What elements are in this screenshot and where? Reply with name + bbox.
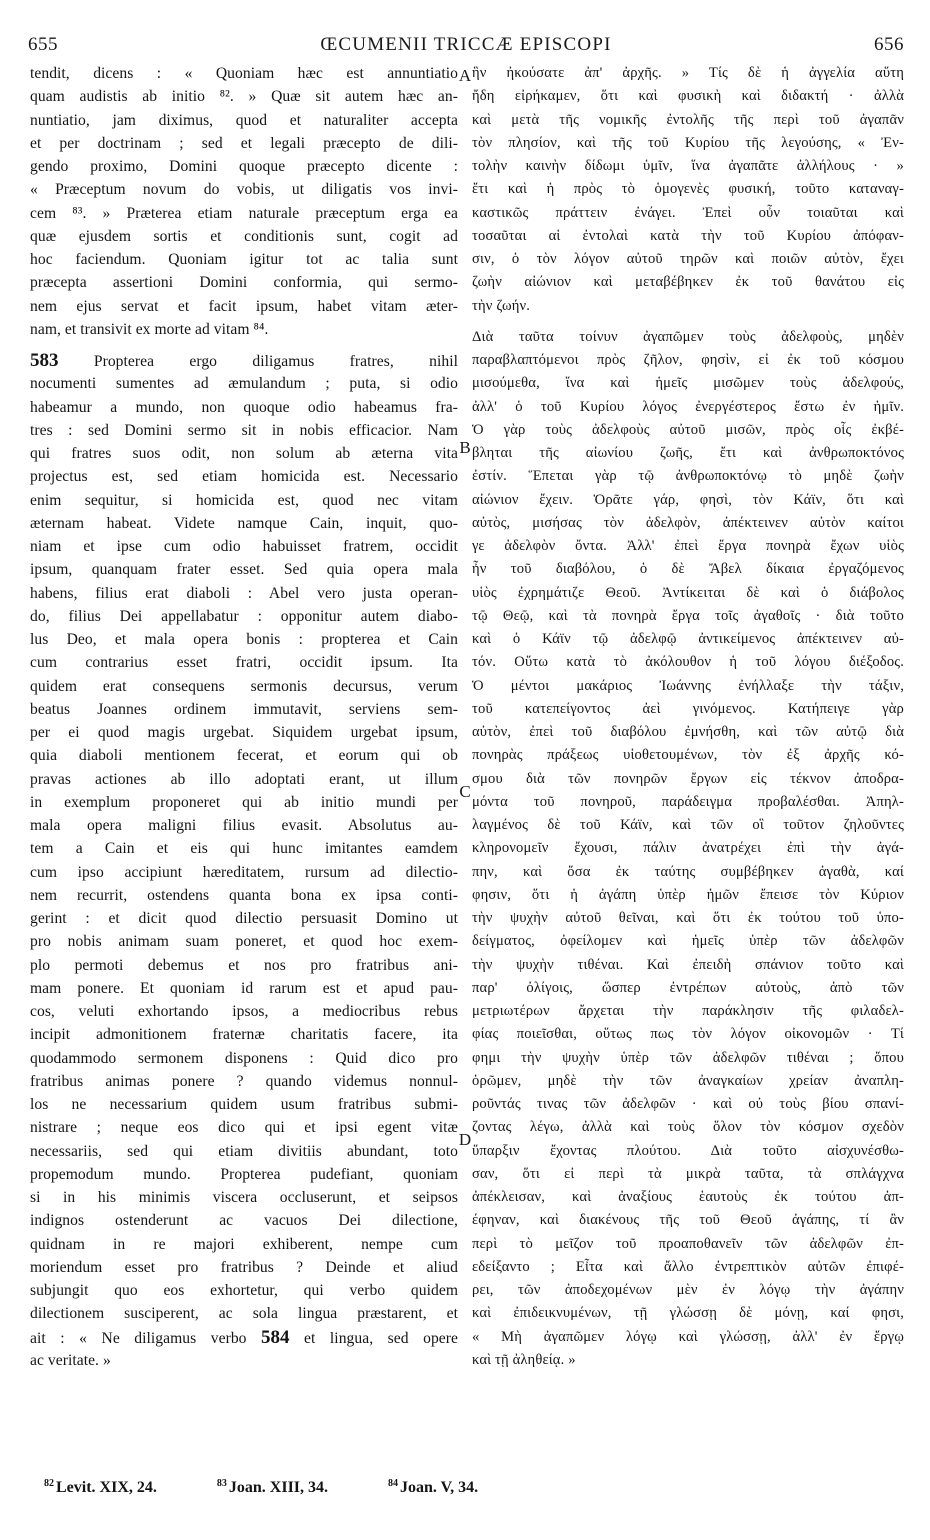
latin-text-line: Propterea ergo diligamus fratres, nihil	[58, 353, 458, 370]
greek-text-line: καστικῶς πράττειν ἐνάγει. Ἐπεὶ οὖν τοιαῦται καὶ	[472, 204, 904, 221]
greek-text-line: ἣν ἠκούσατε ἀπ' ἀρχῆς. » Τίς δὲ ἡ ἀγγελία αὕτη	[472, 65, 904, 81]
greek-text-line: λαγμένος δὲ τοῦ Κάϊν, καὶ τῶν οἳ τοῦτον ζηλοῦντες	[472, 817, 904, 833]
page-number-right: 656	[874, 34, 904, 55]
latin-text-line: dilectionem susciperent, ac sola lingua præstarent, et	[30, 1305, 458, 1323]
footnote-number: 83	[216, 1478, 227, 1489]
greek-text-line: ροῦντάς τινας τῶν ἀδελφῶν · καὶ οὐ τοὺς βίου σπανί-	[472, 1096, 904, 1112]
greek-text-line: ρει, τῶν ἀποδεχομένων μὲν ἐν λόγῳ τὴν ἀγάπην	[472, 1282, 904, 1298]
greek-text-line: παρ' ὀλίγοις, ὥσπερ ἐντρέπων αὐτοὺς, ἀπὸ τῶν	[472, 979, 904, 996]
latin-text-line: moriendum esset pro fratribus ? Deinde et aliud	[30, 1258, 458, 1276]
section-marker-c: C	[459, 782, 471, 801]
greek-text-line: σαν, ὅτι εἰ περὶ τὰ μικρὰ ταῦτα, τὰ σπλάγχνα	[472, 1165, 904, 1182]
latin-paragraph-1	[30, 62, 458, 341]
greek-text-line: « Μὴ ἀγαπῶμεν λόγῳ καὶ γλώσσῃ, ἀλλ' ἐν ἔργῳ	[472, 1328, 904, 1345]
greek-text-line: ἦν τοῦ διαβόλου, ὁ δὲ Ἄβελ δίκαια ἐργαζόμενος	[472, 561, 904, 578]
greek-text-line: βληται τῆς αἰωνίου ζωῆς, ἔτι καὶ ἀνθρωποκτόνος	[472, 445, 904, 461]
greek-paragraph-2	[472, 326, 904, 1372]
latin-text-fragment: ait : « Ne diligamus verbo	[30, 1329, 262, 1347]
greek-text-line: αὐτὸν, ἐπεὶ τοῦ διαβόλου ἐμνήσθη, καὶ τῶν αὐτῷ διὰ	[472, 724, 904, 740]
latin-text-line: pravas actiones ab illo adoptati erant, ut illum	[30, 770, 458, 788]
running-title: ŒCUMENII TRICCÆ EPISCOPI	[320, 34, 612, 55]
greek-text-line: ὕπαρξιν ἔχοντας πλούτου. Διὰ τοῦτο αἰσχυνέσθω-	[472, 1142, 904, 1159]
latin-text-line: lus Deo, et mala opera bonis : propterea et Cain	[30, 631, 458, 648]
latin-text-line: ipsum, quanquam frater esset. Sed quia opera mala	[30, 561, 458, 579]
latin-text-line: quæ ejusdem sortis et conditionis sunt, cogit ad	[30, 227, 458, 245]
footnote-number: 84	[388, 1478, 399, 1489]
greek-text-line: ἀλλ' ὁ τοῦ Κυρίου λόγος ἐνεργέστερος ἔστω ἐν ἡμῖν.	[472, 398, 904, 415]
greek-text-line: ἤδη εἰρήκαμεν, ὅτι καὶ φυσικὴ καὶ διδακτή · ἀλλὰ	[472, 88, 904, 105]
latin-text-line: propemodum mundo. Propterea pudefiant, quoniam	[30, 1165, 458, 1183]
footnote-text: Levit. XIX, 24.	[56, 1479, 157, 1497]
greek-text-line: σμου διὰ τῶν πονηρῶν ἔργων εἰς τέκνον ἀποδρα-	[472, 770, 904, 787]
section-marker-a: A	[458, 66, 472, 85]
greek-text-line: ἔτι καὶ ἡ πρὸς τὸ ὁμογενὲς φυσική, τοῦτο καταναγ-	[472, 181, 904, 198]
greek-text-line: περὶ τὸ μεῖζον τοῦ προαποθανεῖν τῶν ἀδελφῶν ἐπ-	[472, 1235, 904, 1252]
latin-paragraph-2-first-line	[30, 349, 458, 372]
latin-text-line: nem recurrit, ostendens quanta bona ex ipsa conti-	[30, 886, 458, 904]
latin-text-line: qui fratres suos odit, non solum ab æterna vita	[30, 445, 458, 462]
latin-text-line: necessariis, sed qui etiam divitiis abundant, toto	[30, 1142, 458, 1160]
greek-text-line: τὴν ψυχὴν τιθέναι. Καὶ ἐπειδὴ σπάνιον τοῦτο καὶ	[472, 956, 904, 973]
latin-text-line: incipit admonitionem fraternæ charitatis facere, ita	[30, 1026, 458, 1044]
greek-text-line: παραβλαπτόμενοι πρὸς ζῆλον, φησὶν, εἰ ἐκ τοῦ κόσμου	[472, 352, 904, 368]
greek-text-line: εδείξαντο ; Εἶτα καὶ ἄλλο ἐντρεπτικὸν αὐτῶν ἐπιφέ-	[472, 1258, 904, 1275]
latin-text-line: æternam habeat. Videte namque Cain, inquit, quo-	[30, 514, 458, 532]
greek-text-line: πονηρὰς πράξεως υἱοθετουμένων, τὸν ἐξ ἀρχῆς κό-	[472, 747, 904, 764]
greek-text-line: ζωὴν αἰώνιον καὶ μεταβέβηκεν ἐκ τοῦ θανάτου εἰς	[472, 274, 904, 291]
greek-text-line: ἀπέκλεισαν, καὶ ἀναξίους ἑαυτοὺς ἐκ τούτου ἀπ-	[472, 1189, 904, 1205]
greek-text-line: Ὁ γὰρ τοὺς ἀδελφοὺς αὐτοῦ μισῶν, πρὸς οἷς ἐκβέ-	[472, 421, 904, 438]
latin-text-line: nem ejus servat et facit ipsum, habet vitam æter-	[30, 297, 458, 315]
section-number: 583	[30, 350, 59, 371]
greek-text-line: κληρονομεῖν ἔχουσι, πάλιν ἀνατρέχει ἐπὶ τὴν ἀγά-	[472, 840, 904, 857]
latin-text-line: habens, filius erat diaboli : Abel vero justa operan-	[30, 584, 458, 602]
greek-text-line: μετριωτέρων ἄρχεται τὴν παράκλησιν τῆς φιλαδελ-	[472, 1003, 904, 1019]
greek-text-line: ζοντας λέγω, ἀλλὰ καὶ τοὺς ὅλον τὸν κόσμον σχεδὸν	[472, 1119, 904, 1136]
latin-text-line: plo permoti debemus et nos pro fratribus ani-	[30, 956, 458, 974]
greek-text-line: καὶ τῇ ἀληθείᾳ. »	[472, 1351, 576, 1368]
footnote	[44, 1479, 185, 1496]
page-number-left: 655	[28, 34, 58, 55]
greek-column	[472, 62, 904, 1412]
latin-text-line: ac veritate. »	[30, 1351, 111, 1369]
footnote-text: Joan. XIII, 34.	[228, 1479, 329, 1497]
greek-text-line: δείγματος, ὀφείλομεν καὶ ἡμεῖς ὑπὲρ τῶν ἀδελφῶν	[472, 933, 904, 950]
footnote-text: Joan. V, 34.	[400, 1479, 479, 1497]
latin-text-line: nuntiatio, jam diximus, quod et naturaliter accepta	[30, 111, 458, 129]
greek-text-line: ὁρῶμεν, μηδὲ τὴν τῶν ἀναγκαίων χρείαν ἀναπλη-	[472, 1072, 904, 1089]
greek-text-line: τοσαῦται αἱ ἐντολαὶ κατὰ τὴν τοῦ Κυρίου ἀπόφαν-	[472, 227, 904, 244]
greek-text-line: πην, καὶ ὅσα ἐκ ταύτης συμβέβηκεν ἀγαθὰ, καί	[472, 863, 904, 880]
latin-text-line: præcepta assertioni Domini conformia, qui sermo-	[30, 274, 458, 292]
greek-text-line: φημι τὴν ψυχὴν ὑπὲρ τῶν ἀδελφῶν τιθέναι ; ὅπου	[472, 1049, 904, 1066]
latin-text-line: tem a Cain et eis qui hunc imitantes eamdem	[30, 840, 458, 858]
latin-text-line: nocumenti sumentes ad æmulandum ; puta, si odio	[30, 375, 458, 393]
latin-text-line: nam, et transivit ex morte ad vitam ⁸⁴.	[30, 320, 269, 338]
greek-text-line: ἐστίν. Ἕπεται γὰρ τῷ ἀνθρωποκτόνῳ τὸ μηδὲ ζωὴν	[472, 468, 904, 485]
latin-column	[30, 62, 458, 1412]
latin-text-line: beatus Joannes ordinem immutavit, serviens sem-	[30, 700, 458, 718]
greek-text-line: αὐτὸς, μισήσας τὸν ἀδελφὸν, ἀπέκτεινεν αὐτὸν καίτοι	[472, 514, 904, 531]
latin-text-fragment: et lingua, sed opere	[289, 1329, 458, 1347]
latin-text-line: tendit, dicens : « Quoniam hæc est annuntiatio	[30, 65, 458, 82]
greek-text-line: τῷ Θεῷ, καὶ τὰ πονηρὰ ἔργα τοῖς ἀγαθοῖς · διὰ τοῦτο	[472, 607, 904, 624]
latin-text-line: projectus est, sed etiam homicida est. Necessario	[30, 468, 458, 486]
latin-text-line: si in his minimis viscera occluserunt, et seipsos	[30, 1189, 458, 1206]
greek-text-line: καὶ μετὰ τῆς νομικῆς ἐντολῆς τῆς περὶ τοῦ ἀγαπᾶν	[472, 111, 904, 128]
greek-text-line: καὶ ἐπιδεικνυμένων, τῇ γλώσσῃ δὲ μόνῃ, καί φησι,	[472, 1305, 904, 1322]
latin-text-line: quidnam in re majori exhiberent, nempe cum	[30, 1235, 458, 1253]
latin-text-line: enim sequitur, si homicida est, quod nec vitam	[30, 491, 458, 509]
greek-text-line: φίας ποιεῖσθαι, οὕτως πως τὸν λόγον οἰκονομῶν · Τί	[472, 1026, 904, 1043]
latin-text-line: cum contrarius esset fratri, occidit ipsum. Ita	[30, 654, 458, 672]
greek-text-line: τὸν πλησίον, καὶ τῆς τοῦ Κυρίου τῆς λεγούσης, « Ἐν-	[472, 134, 904, 151]
latin-text-line: indignos ostenderunt ac vacuos Dei dilectione,	[30, 1212, 458, 1230]
latin-text-line: hoc faciendum. Quoniam igitur tot ac talia sunt	[30, 251, 458, 268]
latin-text-line: los ne necessarium quidem usum fratribus submi-	[30, 1096, 458, 1113]
latin-text-line: tres : sed Domini sermo sit in nobis efficacior. Nam	[30, 421, 458, 439]
latin-text-line: fratribus animas ponere ? quando videmus nonnul-	[30, 1072, 458, 1090]
latin-text-line: mala opera maligni filius evasit. Absolutus au-	[30, 817, 458, 834]
greek-text-line: Ὁ μέντοι μακάριος Ἰωάννης ἐνήλλαξε τὴν τάξιν,	[472, 677, 904, 694]
latin-text-line: niam et ipse cum odio habuisset fratrem, occidit	[30, 538, 458, 555]
section-markers	[458, 62, 472, 1412]
latin-text-line: « Præceptum novum do vobis, ut diligatis vos invi-	[30, 181, 458, 199]
latin-text-line: et per doctrinam ; sed et legali præcepto de dili-	[30, 134, 458, 152]
latin-text-line: quia diaboli mentionem fecerat, et eorum qui ob	[30, 747, 458, 765]
greek-text-line: φησιν, ὅτι ἡ ἀγάπη ὑπὲρ ἡμῶν ἔπεισε τὸν Κύριον	[472, 886, 904, 903]
footnote-number: 82	[44, 1478, 54, 1489]
footnotes	[44, 1478, 644, 1502]
greek-text-line: σιν, ὁ τὸν λόγον αὐτοῦ τηρῶν καὶ ποιῶν αὐτὸν, ἔχει	[472, 251, 904, 267]
latin-text-line: cem ⁸³. » Præterea etiam naturale præceptum erga ea	[30, 204, 458, 222]
greek-text-line: τοῦ κατεπείγοντος ἀεὶ γινόμενος. Κατήπειγε γὰρ	[472, 700, 904, 717]
greek-text-line: έφηναν, καὶ διακένους τῆς τοῦ Θεοῦ ἀγάπης, τί ἂν	[472, 1212, 904, 1229]
greek-text-line: καὶ ὁ Κάϊν τῷ ἀδελφῷ ἀντικείμενος ἀπέκτεινεν αὐ-	[472, 631, 904, 647]
greek-text-line: τολὴν καινὴν δίδωμι ὑμῖν, ἵνα ἀγαπᾶτε ἀλλήλους · »	[472, 158, 904, 174]
latin-text-line: quam audistis ab initio ⁸². » Quæ sit autem hæc an-	[30, 88, 458, 106]
latin-text-line: mam ponere. Et quoniam id rarum est et apud pau-	[30, 979, 458, 997]
latin-text-line: per ei quod magis urgebat. Siquidem urgebat ipsum,	[30, 724, 458, 741]
greek-text-line: Διὰ ταῦτα τοίνυν ἀγαπῶμεν τοὺς ἀδελφοὺς, μηδὲν	[472, 328, 904, 345]
section-marker-d: D	[458, 1130, 472, 1149]
latin-text-line: gendo proximo, Domini quoque præcepto dicente :	[30, 158, 458, 175]
footnote	[388, 1479, 506, 1496]
greek-text-line: τόν. Οὕτω κατὰ τὸ ἀκόλουθον ἡ τοῦ λόγου διέξοδος.	[472, 654, 904, 671]
greek-text-line: μισούμεθα, ἵνα καὶ ἡμεῖς μισῶμεν τοὺς ἀδελφούς,	[472, 375, 904, 392]
latin-text-line: pro nobis animam suam poneret, et quod hoc exem-	[30, 933, 458, 951]
greek-text-line: υἱὸς ἐχρημάτιζε Θεοῦ. Ἀντίκειται δὲ καὶ ὁ διάβολος	[472, 584, 904, 601]
greek-text-line: γε ἀδελφὸν ὄντα. Ἀλλ' ἐπεὶ ἔργα πονηρὰ ἔχων υἱὸς	[472, 538, 904, 554]
latin-text-line: in exemplum proponeret qui ab initio mundi per	[30, 793, 458, 811]
footnote	[217, 1479, 356, 1496]
latin-text-line: quodammodo sermonem disponens : Quid dico pro	[30, 1049, 458, 1067]
latin-text-line: do, filius Dei appellabatur : opponitur autem diabo-	[30, 607, 458, 625]
latin-text-line: cos, veluti exhortando ipsos, a mediocribus rebus	[30, 1003, 458, 1020]
greek-text-line: μόντα τοῦ πονηροῦ, παράδειγμα προβαλέσθαι. Ἀπηλ-	[472, 793, 904, 810]
latin-text-line: quidem erat consequens sermonis decursus, verum	[30, 677, 458, 695]
latin-text-line	[30, 1326, 458, 1349]
greek-text-line: τὴν ζωήν.	[472, 297, 531, 314]
latin-paragraph-2	[30, 372, 458, 1325]
latin-text-line: habeamur a mundo, non quoque odio habeamus fra-	[30, 398, 458, 416]
latin-text-line: gerint : et dicit quod dilectio persuasit Domino ut	[30, 910, 458, 927]
section-marker-b: B	[459, 438, 471, 457]
latin-text-line: nistrare ; neque eos dico qui et ipsi egent vitæ	[30, 1119, 458, 1137]
greek-paragraph-1	[472, 62, 904, 318]
running-header	[28, 34, 904, 60]
latin-text-line: cum ipso accipiunt hæreditatem, rursum ad dilectio-	[30, 863, 458, 881]
greek-text-line: τὴν ψυχὴν αὐτοῦ θεῖναι, καὶ ὅτι ἐκ τούτου τοῦ ὑπο-	[472, 910, 904, 926]
greek-text-line: αἰώνιον ἔχειν. Ὁρᾶτε γάρ, φησὶ, τὸν Κάϊν, ὅτι καὶ	[472, 491, 904, 508]
inline-section-number: 584	[261, 1326, 290, 1348]
latin-text-line: subjungit quo eos exhortetur, qui verbo quidem	[30, 1282, 458, 1299]
